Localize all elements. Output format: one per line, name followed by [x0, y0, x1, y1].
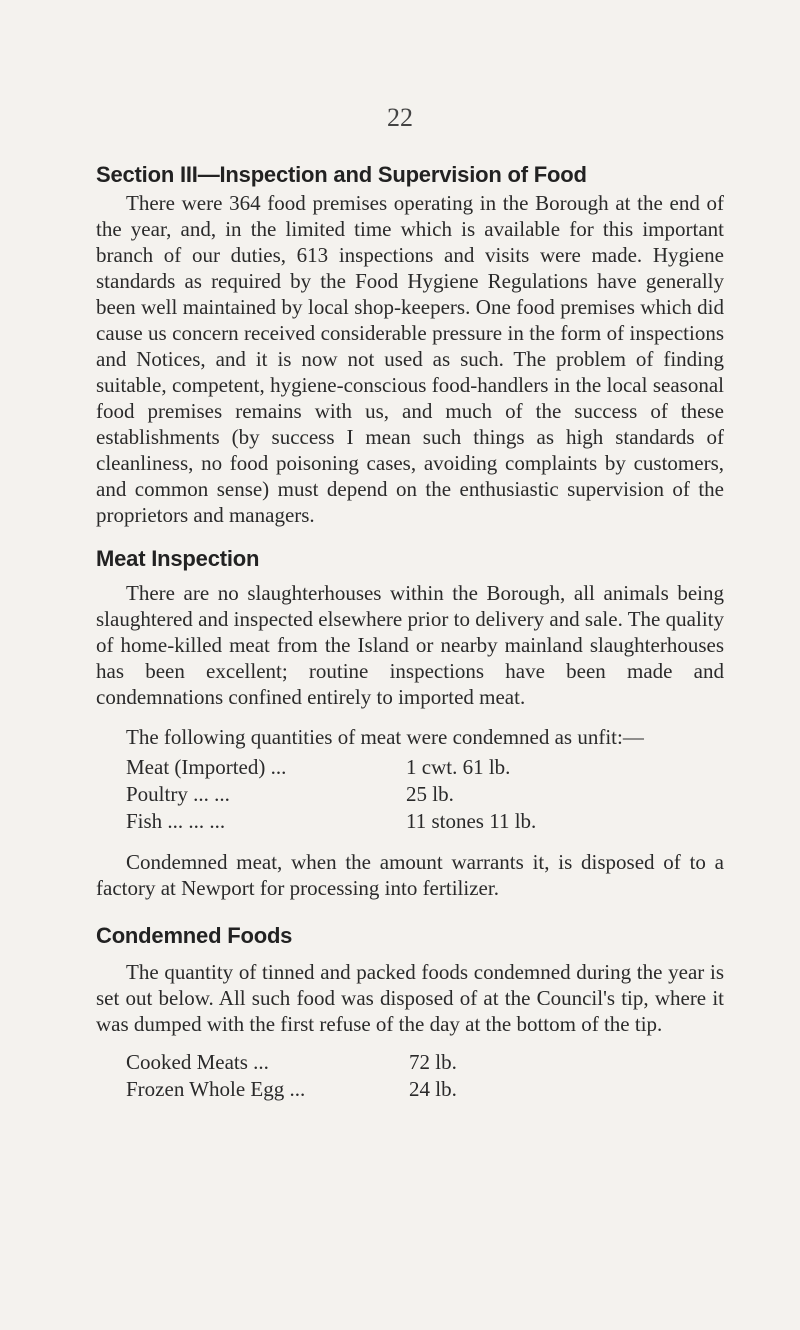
page-number: 22 — [387, 103, 413, 132]
intro-paragraph: There were 364 food premises operating in the Borough at the end of the year, and, in the limited time which is available for this important branch of our duties, 613 inspections and visits were made. Hygiene standards as required by the Food Hygiene Regulations have generally been well maintained by local shop-keepers. One food premises which did cause us concern received considerable pressure in the form of inspections and Notices, and it is now not used as such. The problem of finding suitable, competent, hygiene-conscious food-handlers in the local seasonal food premises remains with us, and much of the success of these establishments (by success I mean such things as high standards of cleanliness, no food poisoning cases, avoiding complaints by customers, and common sense) must depend on the enthusiastic supervision of the proprietors and managers. — [96, 191, 724, 527]
meat-disposal-paragraph: Condemned meat, when the amount warrants it, is disposed of to a factory at Newport for processing into fertilizer. — [96, 850, 724, 900]
list-item-value: 1 cwt. 61 lb. — [406, 755, 511, 779]
condemned-foods-heading: Condemned Foods — [96, 923, 293, 948]
list-item — [126, 1049, 724, 1076]
condemned-foods-list — [126, 1049, 724, 1103]
list-item-value: 25 lb. — [406, 782, 454, 806]
list-item-value: 72 lb. — [409, 1050, 457, 1074]
list-item — [126, 754, 724, 781]
list-item — [126, 781, 724, 808]
condemned-foods-paragraph: The quantity of tinned and packed foods condemned during the year is set out below. All such food was disposed of at the Council's tip, where it was dumped with the first refuse of the day at the bottom of the tip. — [96, 960, 724, 1036]
list-item-value: 24 lb. — [409, 1077, 457, 1101]
list-item-value: 11 stones 11 lb. — [406, 809, 537, 833]
list-item-label: Frozen Whole Egg ... — [126, 1077, 306, 1101]
meat-inspection-heading: Meat Inspection — [96, 546, 260, 571]
list-item-label: Meat (Imported) ... — [126, 755, 287, 779]
list-item — [126, 1076, 724, 1103]
list-item-label: Cooked Meats ... — [126, 1050, 269, 1074]
list-item-label: Poultry ... ... — [126, 782, 230, 806]
meat-condemned-list — [126, 754, 724, 835]
section-heading: Section III—Inspection and Supervision of Food — [96, 162, 587, 187]
page-content — [96, 160, 724, 1103]
meat-list-intro: The following quantities of meat were condemned as unfit:— — [126, 725, 644, 749]
list-item-label: Fish ... ... ... — [126, 809, 226, 833]
meat-inspection-paragraph: There are no slaughterhouses within the Borough, all animals being slaughtered and inspected elsewhere prior to delivery and sale. The quality of home-killed meat from the Island or nearby mainland slaughterhouses has been excellent; routine inspections have been made and condemnations confined entirely to imported meat. — [96, 581, 724, 709]
list-item — [126, 808, 724, 835]
